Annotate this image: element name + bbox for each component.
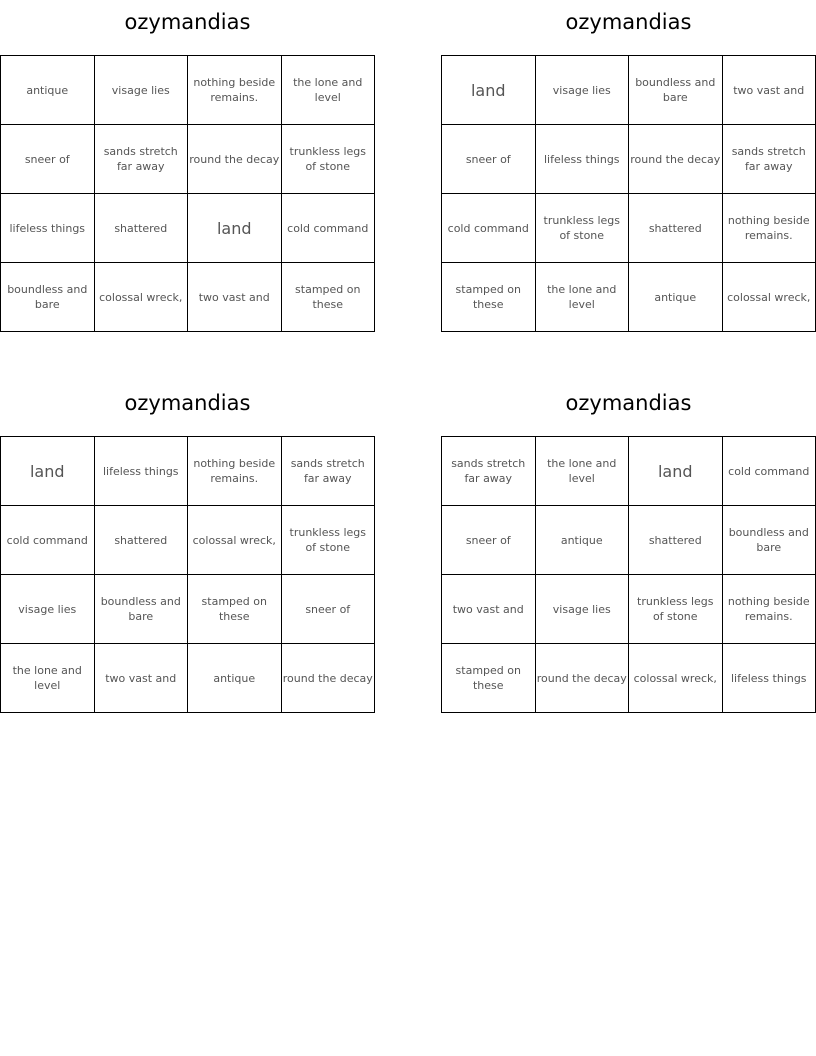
bingo-grid — [441, 436, 816, 713]
grid-cell: stamped on these — [188, 575, 282, 644]
grid-row — [442, 644, 816, 713]
grid-row — [442, 56, 816, 125]
grid-cell: sneer of — [281, 575, 375, 644]
grid-cell-land: land — [1, 437, 95, 506]
grid-cell: sands stretch far away — [722, 125, 816, 194]
grid-cell: boundless and bare — [722, 506, 816, 575]
grid-cell: visage lies — [1, 575, 95, 644]
grid-cell: lifeless things — [535, 125, 629, 194]
grid-cell: stamped on these — [442, 263, 536, 332]
grid-cell: the lone and level — [1, 644, 95, 713]
grid-cell: sands stretch far away — [281, 437, 375, 506]
grid-row — [1, 56, 375, 125]
grid-cell: stamped on these — [281, 263, 375, 332]
grid-row — [442, 506, 816, 575]
grid-cell: visage lies — [535, 56, 629, 125]
grid-row — [1, 263, 375, 332]
grid-cell: round the decay — [281, 644, 375, 713]
grid-cell: round the decay — [188, 125, 282, 194]
grid-row — [1, 437, 375, 506]
grid-cell: sands stretch far away — [442, 437, 536, 506]
grid-cell: colossal wreck, — [722, 263, 816, 332]
grid-cell: sneer of — [442, 506, 536, 575]
grid-row — [1, 506, 375, 575]
grid-cell: cold command — [722, 437, 816, 506]
grid-cell: trunkless legs of stone — [629, 575, 723, 644]
grid-cell: nothing beside remains. — [722, 194, 816, 263]
grid-row — [1, 575, 375, 644]
card-title: ozymandias — [565, 391, 692, 415]
grid-cell: two vast and — [722, 56, 816, 125]
grid-cell: lifeless things — [1, 194, 95, 263]
grid-cell: shattered — [94, 194, 188, 263]
grid-cell: the lone and level — [535, 263, 629, 332]
grid-cell-land: land — [442, 56, 536, 125]
grid-cell: cold command — [281, 194, 375, 263]
grid-row — [442, 263, 816, 332]
grid-cell: the lone and level — [535, 437, 629, 506]
bingo-grid — [0, 436, 375, 713]
grid-cell: antique — [535, 506, 629, 575]
grid-cell: antique — [629, 263, 723, 332]
grid-row — [442, 437, 816, 506]
grid-cell: cold command — [442, 194, 536, 263]
grid-cell: sneer of — [442, 125, 536, 194]
bingo-grid — [441, 55, 816, 332]
grid-row — [1, 194, 375, 263]
grid-cell: shattered — [629, 194, 723, 263]
grid-cell: boundless and bare — [629, 56, 723, 125]
grid-cell: nothing beside remains. — [188, 437, 282, 506]
grid-cell: boundless and bare — [94, 575, 188, 644]
grid-cell: two vast and — [442, 575, 536, 644]
grid-cell: lifeless things — [94, 437, 188, 506]
grid-row — [1, 125, 375, 194]
grid-cell: sneer of — [1, 125, 95, 194]
grid-cell: visage lies — [535, 575, 629, 644]
grid-row — [442, 194, 816, 263]
grid-cell-land: land — [629, 437, 723, 506]
card-title: ozymandias — [565, 10, 692, 34]
grid-cell: nothing beside remains. — [188, 56, 282, 125]
grid-row — [1, 644, 375, 713]
grid-cell: antique — [188, 644, 282, 713]
grid-cell: colossal wreck, — [629, 644, 723, 713]
grid-cell: visage lies — [94, 56, 188, 125]
grid-cell: trunkless legs of stone — [281, 506, 375, 575]
bingo-grid — [0, 55, 375, 332]
grid-cell: colossal wreck, — [94, 263, 188, 332]
grid-cell: stamped on these — [442, 644, 536, 713]
grid-cell: round the decay — [629, 125, 723, 194]
grid-cell: shattered — [629, 506, 723, 575]
grid-cell: antique — [1, 56, 95, 125]
grid-cell-land: land — [188, 194, 282, 263]
grid-cell: trunkless legs of stone — [535, 194, 629, 263]
grid-cell: boundless and bare — [1, 263, 95, 332]
card-title: ozymandias — [124, 10, 251, 34]
grid-cell: round the decay — [535, 644, 629, 713]
grid-row — [442, 125, 816, 194]
grid-cell: trunkless legs of stone — [281, 125, 375, 194]
grid-cell: shattered — [94, 506, 188, 575]
card-title: ozymandias — [124, 391, 251, 415]
grid-cell: two vast and — [188, 263, 282, 332]
grid-cell: cold command — [1, 506, 95, 575]
grid-cell: colossal wreck, — [188, 506, 282, 575]
grid-cell: two vast and — [94, 644, 188, 713]
grid-row — [442, 575, 816, 644]
grid-cell: the lone and level — [281, 56, 375, 125]
grid-cell: nothing beside remains. — [722, 575, 816, 644]
grid-cell: lifeless things — [722, 644, 816, 713]
grid-cell: sands stretch far away — [94, 125, 188, 194]
